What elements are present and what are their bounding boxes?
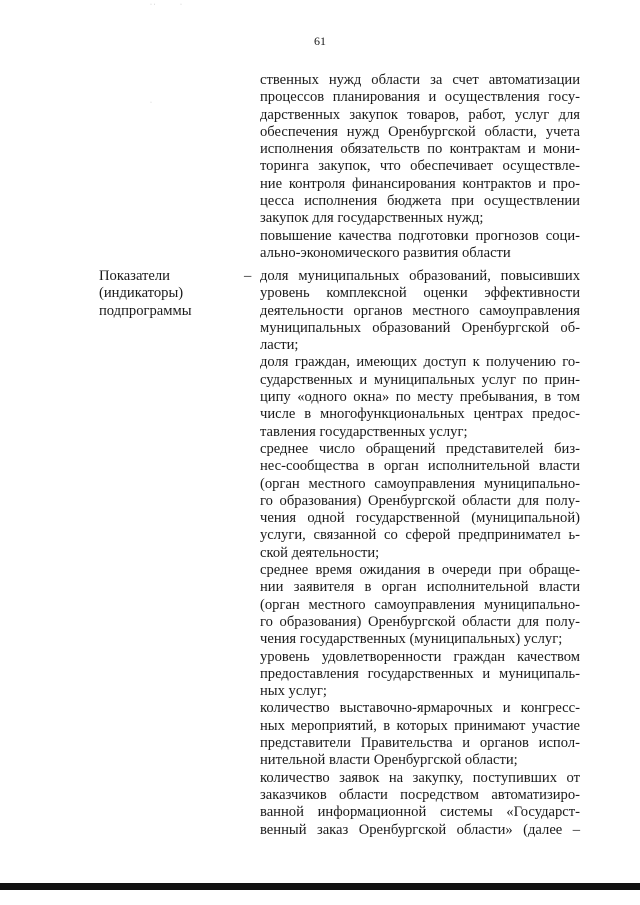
text-line: чения одной государственной (муниципальной) (260, 510, 580, 527)
text-line: уровень комплексной оценки эффективности (260, 285, 580, 302)
section-dash: – (244, 268, 252, 284)
text-line: го образования) Оренбургской области для полу- (260, 492, 580, 509)
continuation-text (260, 72, 580, 262)
text-line: предоставления государственных и муниципаль- (260, 665, 580, 682)
text-line: нии заявителя в орган исполнительной власти (260, 579, 580, 596)
text-line: повышение качества подготовки прогнозов соци- (260, 227, 580, 244)
text-line: ципу «одного окна» по месту пребывания, в том (260, 389, 580, 406)
text-line: ласти; (260, 337, 299, 354)
page-number: 61 (314, 34, 326, 48)
text-line: среднее время ожидания в очереди при обраще- (260, 562, 580, 579)
text-line: венный заказ Оренбургской области» (далее – (260, 821, 580, 838)
text-line: чения государственных (муниципальных) услуг; (260, 631, 563, 648)
text-line: (орган местного самоуправления муниципально- (260, 596, 580, 613)
text-line: ных мероприятий, в которых принимают участие (260, 717, 580, 734)
label-line: Показатели (99, 268, 170, 284)
text-line: дарственных закупок товаров, работ, услуг для (260, 106, 580, 123)
text-line: цесса исполнения бюджета при осуществлении (260, 193, 580, 210)
text-line: деятельности органов местного самоуправления (260, 302, 580, 319)
text-line: сударственных и муниципальных услуг по прин- (260, 371, 580, 388)
text-line: нительной власти Оренбургской области; (260, 752, 518, 769)
text-line: ственных нужд области за счет автоматизации (260, 72, 580, 88)
text-line: доля граждан, имеющих доступ к получению го- (260, 354, 580, 371)
scan-speck: · (150, 100, 152, 106)
scan-speck: · (180, 2, 182, 8)
section-label (99, 268, 219, 320)
text-line: муниципальных образований Оренбургской об- (260, 319, 580, 336)
text-line: обеспечения нужд Оренбургской области, учета (260, 123, 580, 140)
text-line: услуги, связанной со сферой предпринимател ь- (260, 527, 580, 544)
text-line: доля муниципальных образований, повысивших (260, 268, 580, 284)
text-line: закупок для государственных нужд; (260, 210, 484, 227)
text-line: исполнения обязательств по контрактам и мони- (260, 141, 580, 158)
text-line: среднее число обращений представителей биз- (260, 440, 580, 457)
text-line: заказчиков области посредством автоматизиро- (260, 786, 580, 803)
text-line: (орган местного самоуправления муниципально- (260, 475, 580, 492)
text-line: ние контроля финансирования контрактов и про- (260, 175, 580, 192)
scan-speck: · · (150, 2, 156, 8)
bottom-scan-edge (0, 883, 640, 890)
text-line: ально-экономического развития области (260, 244, 511, 261)
text-line: ской деятельности; (260, 544, 380, 561)
text-line: тавления государственных услуг; (260, 423, 468, 440)
text-line: го образования) Оренбургской области для полу- (260, 613, 580, 630)
text-line: нес-сообщества в орган исполнительной власти (260, 458, 580, 475)
label-line: подпрограммы (99, 302, 192, 319)
text-line: ванной информационной системы «Государст- (260, 804, 580, 821)
text-line: количество заявок на закупку, поступивших от (260, 769, 580, 786)
text-line: уровень удовлетворенности граждан качеством (260, 648, 580, 665)
indicator-list (260, 268, 580, 839)
text-line: количество выставочно-ярмарочных и конгресс- (260, 700, 580, 717)
text-line: ных услуг; (260, 683, 327, 700)
text-line: представители Правительства и органов испол- (260, 735, 580, 752)
text-line: процессов планирования и осуществления госу- (260, 89, 580, 106)
text-line: числе в многофункциональных центрах предос- (260, 406, 580, 423)
label-line: (индикаторы) (99, 285, 184, 302)
text-line: торинга закупок, что обеспечивает осуществле- (260, 158, 580, 175)
